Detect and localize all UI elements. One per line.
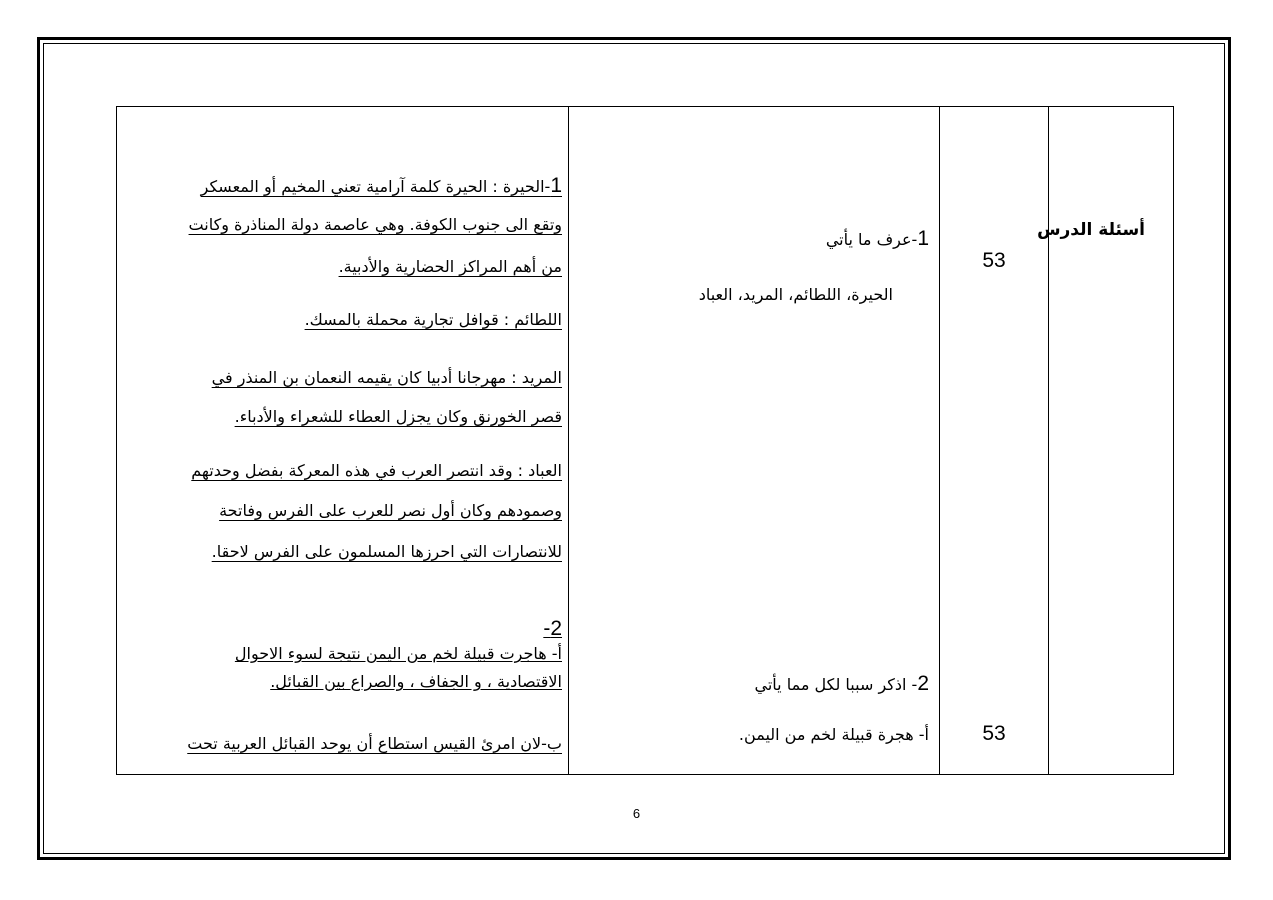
answer-2-line-1: اللطائم : قوافل تجارية محملة بالمسك. bbox=[304, 310, 562, 329]
answer-4-line-2: وصمودهم وكان أول نصر للعرب على الفرس وفاتحة bbox=[219, 501, 562, 520]
answer-4-line-3: للانتصارات التي احرزها المسلمون على الفرس لاحقا. bbox=[211, 542, 562, 561]
answer-3-line-2: قصر الخورنق وكان يجزل العطاء للشعراء والأدباء. bbox=[234, 407, 562, 426]
answer-b-part-b-line-1: ب-لان امرئ القيس استطاع أن يوحد القبائل العربية تحت bbox=[187, 734, 562, 753]
question-1-text: -عرف ما يأتي bbox=[825, 230, 918, 249]
answer-4-line-1: العباد : وقد انتصر العرب في هذه المعركة بفضل وحدتهم bbox=[191, 461, 562, 480]
question-2-part-a: أ- هجرة قبيلة لخم من اليمن. bbox=[738, 725, 929, 744]
answer-b-part-a-line-2: الاقتصادية ، و الجفاف ، والصراع بين القبائل. bbox=[270, 672, 562, 691]
heading-cell bbox=[1037, 107, 1175, 774]
questions-cell bbox=[569, 107, 939, 774]
answer-1-text: -الحيرة : الحيرة كلمة آرامية تعني المخيم أو المعسكر bbox=[200, 177, 551, 196]
answers-cell bbox=[117, 107, 568, 774]
page-number-q1: 53 bbox=[982, 249, 1006, 272]
question-1-items: الحيرة، اللطائم، المريد، العباد bbox=[698, 285, 893, 304]
answer-b-number: 2- bbox=[543, 617, 562, 640]
question-2-number: 2 bbox=[917, 672, 929, 695]
question-1-number: 1 bbox=[917, 227, 929, 250]
answer-1-line-1 bbox=[201, 174, 562, 198]
answer-1-line-3: من أهم المراكز الحضارية والأدبية. bbox=[338, 257, 562, 276]
page-number-footer: 6 bbox=[632, 806, 641, 821]
question-2-text: - اذكر سببا لكل مما يأتي bbox=[754, 675, 918, 694]
answer-3-line-1: المريد : مهرجانا أدبيا كان يقيمه النعمان بن المنذر في bbox=[211, 368, 562, 387]
question-1-title bbox=[826, 227, 929, 251]
page-number-cell bbox=[940, 107, 1048, 774]
answer-1-line-2: وتقع الى جنوب الكوفة. وهي عاصمة دولة المناذرة وكانت bbox=[188, 215, 562, 234]
question-2-title bbox=[755, 672, 929, 696]
page-number-q2: 53 bbox=[982, 722, 1006, 745]
lesson-questions-table bbox=[116, 106, 1174, 775]
answer-1-number: 1 bbox=[550, 174, 562, 197]
answer-b-part-a-line-1: أ- هاجرت قبيلة لخم من اليمن نتيجة لسوء الاحوال bbox=[234, 644, 562, 663]
lesson-questions-heading: أسئلة الدرس bbox=[1037, 220, 1145, 240]
